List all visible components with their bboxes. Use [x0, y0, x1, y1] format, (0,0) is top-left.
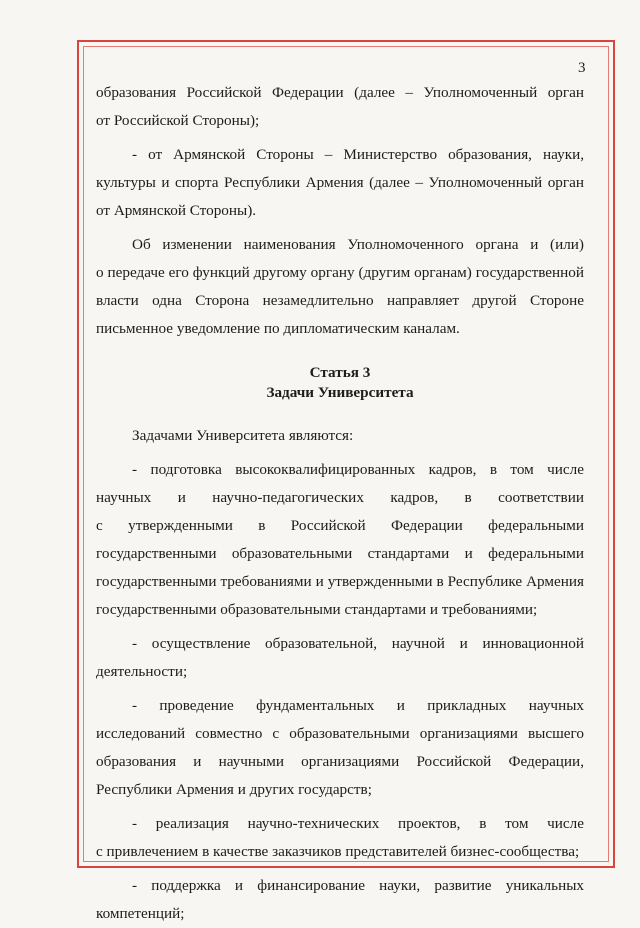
paragraph-line: Об изменении наименования Уполномоченного органа и (или): [132, 236, 584, 253]
paragraph-line: власти одна Сторона незамедлительно направляет другой Стороне: [96, 292, 584, 309]
list-item-line: с утвержденными в Российской Федерации федеральными: [96, 517, 584, 534]
list-item-line: - подготовка высококвалифицированных кадров, в том числе: [132, 461, 584, 478]
text-line: от Российской Стороны);: [96, 112, 260, 129]
list-item-line: Республики Армения и других государств;: [96, 781, 372, 798]
list-item-line: с привлечением в качестве заказчиков представителей бизнес-сообщества;: [96, 843, 580, 860]
list-item-line: компетенций;: [96, 905, 185, 922]
text-line: образования Российской Федерации (далее – Уполномоченный орган: [96, 84, 584, 101]
list-item-line: государственными требованиями и утвержденными в Республике Армения: [96, 573, 584, 590]
list-item-line: - проведение фундаментальных и прикладных научных: [132, 697, 584, 714]
list-item-line: государственными образовательными стандартами и федеральными: [96, 545, 584, 562]
list-item-line: образования и научными организациями Российской Федерации,: [96, 753, 584, 770]
list-item-line: исследований совместно с образовательными организациями высшего: [96, 725, 584, 742]
article-title: Задачи Университета: [266, 384, 414, 401]
article-number: Статья 3: [309, 364, 371, 381]
intro-line: Задачами Университета являются:: [132, 427, 354, 444]
list-item-line: - осуществление образовательной, научной и инновационной: [132, 635, 584, 652]
paragraph-line: письменное уведомление по дипломатическим каналам.: [96, 320, 460, 337]
list-item-line: от Армянской Стороны).: [96, 202, 257, 219]
list-item-line: научных и научно-педагогических кадров, в соответствии: [96, 489, 584, 506]
article-heading: [96, 363, 584, 403]
list-item-line: культуры и спорта Республики Армения (далее – Уполномоченный орган: [96, 174, 584, 191]
list-item-line: - реализация научно-технических проектов, в том числе: [132, 815, 584, 832]
paragraph-line: о передаче его функций другому органу (другим органам) государственной: [96, 264, 584, 281]
list-item-line: деятельности;: [96, 663, 188, 680]
document-body: [96, 79, 584, 928]
list-item-line: - поддержка и финансирование науки, развитие уникальных: [132, 877, 584, 894]
page-number: 3: [578, 60, 586, 76]
list-item-line: государственными образовательными стандартами и требованиями;: [96, 601, 538, 618]
list-item-line: - от Армянской Стороны – Министерство образования, науки,: [132, 146, 584, 163]
